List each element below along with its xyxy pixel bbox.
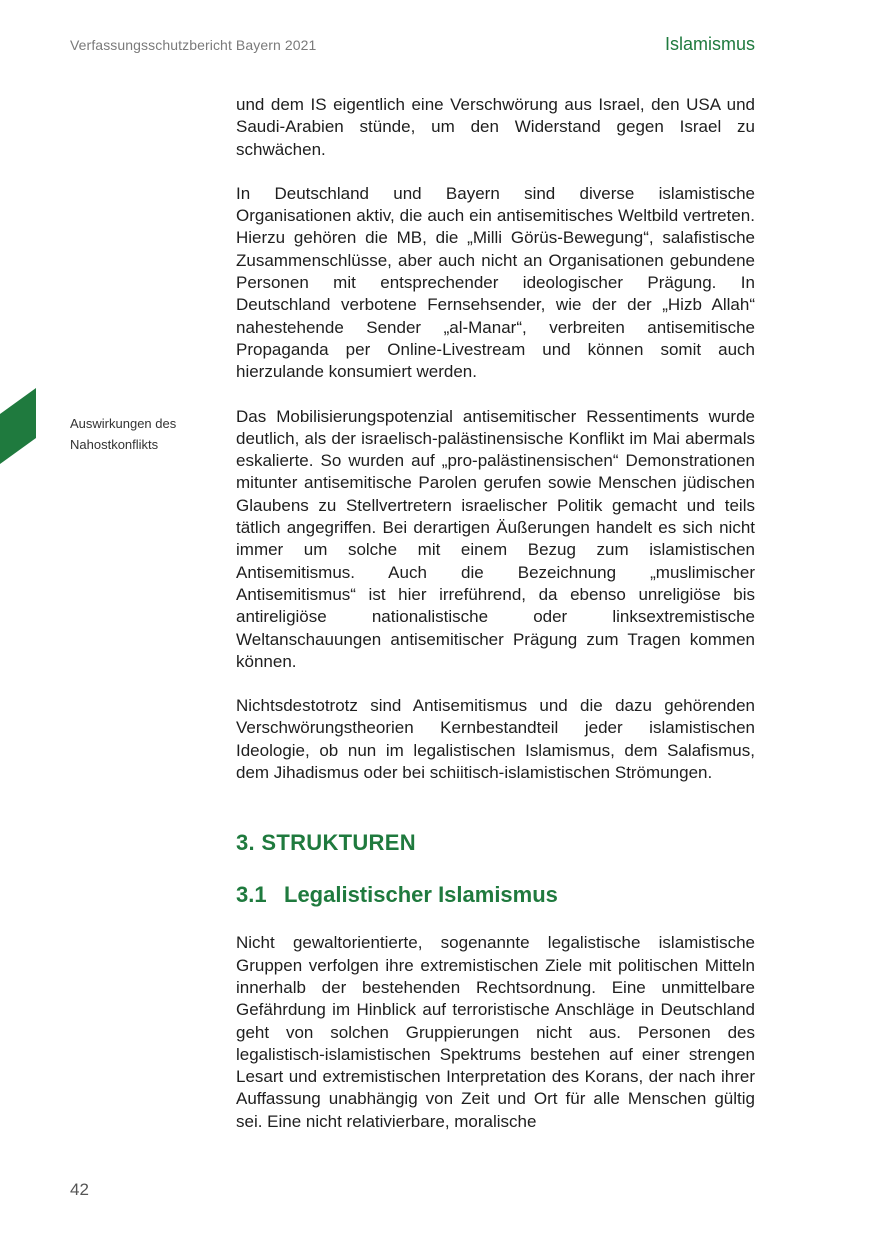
paragraph-2: In Deutschland und Bayern sind diverse islamistische Organisationen aktiv, die auch ein antisemitisches Weltbild vertreten. Hierzu gehören die MB, die „Milli Görüs-Bewegung“, salafistische Zusammenschlüsse, aber auch nicht an Organisationen gebundene Personen mit entsprechender ideologischer Prägung. In Deutschland verbotene Fernsehsender, wie der der „Hizb Allah“ nahestehende Sender „al-Manar“, verbreiten antisemitische Propaganda per Online-Livestream und können somit auch hierzulande konsumiert werden. (236, 183, 755, 382)
paragraph-3: Das Mobilisierungspotenzial antisemitischer Ressentiments wurde deutlich, als der israelisch-palästinensische Konflikt im Mai abermals eskalierte. So wurden auf „pro-palästinensischen“ Demonstrationen mitunter antisemitische Parolen gerufen sowie Menschen jüdischen Glaubens zu Stellvertretern israelischer Politik gemacht und teils tätlich angegriffen. Bei derartigen Äußerungen handelt es sich nicht immer um solche mit einem Bezug zum islamistischen Antisemitismus. Auch die Bezeichnung „muslimischer Antisemitismus“ ist hier irreführend, da ebenso unreligiöse bis antireligiöse nationalistische oder linksextremistische Weltanschauungen antisemitischer Prägung zum Tragen kommen können. (236, 406, 755, 671)
paragraph-5: Nicht gewaltorientierte, sogenannte legalistische islamistische Gruppen verfolgen ihre extremistischen Ziele mit politischen Mitteln innerhalb der bestehenden Rechtsordnung. Eine unmittelbare Gefährdung im Hinblick auf terroristische Anschläge in Deutschland geht von solchen Gruppierungen nicht aus. Personen des legalistisch-islamistischen Spektrums bestehen auf einer strengen Lesart und extremistischen Interpretation des Korans, der nach ihrer Auffassung unabhängig von Zeit und Ort für alle Menschen gültig sei. Eine nicht relativierbare, moralische (236, 933, 755, 1131)
section-heading: 3. STRUKTUREN (236, 830, 416, 856)
margin-note: Auswirkungen des Nahostkonflikts (70, 416, 177, 452)
subsection-title: Legalistischer Islamismus (284, 882, 558, 908)
subsection-number: 3.1 (236, 882, 267, 908)
page-number: 42 (70, 1180, 89, 1199)
paragraph-1: und dem IS eigentlich eine Verschwörung aus Israel, den USA und Saudi-Arabien stünde, um den Widerstand gegen Israel zu schwächen. (236, 95, 755, 159)
subsection-heading (236, 882, 755, 908)
main-text-column (236, 94, 755, 1133)
running-header-publication: Verfassungsschutzbericht Bayern 2021 (70, 37, 317, 53)
running-header-section: Islamismus (664, 34, 755, 54)
paragraph-4: Nichtsdestotrotz sind Antisemitismus und die dazu gehörenden Verschwörungstheorien Kernbestandteil jeder islamistischen Ideologie, ob nun im legalistischen Islamismus, dem Salafismus, dem Jihadismus oder bei schiitisch-islamistischen Strömungen. (236, 696, 755, 783)
section-marker-tab (0, 388, 36, 464)
